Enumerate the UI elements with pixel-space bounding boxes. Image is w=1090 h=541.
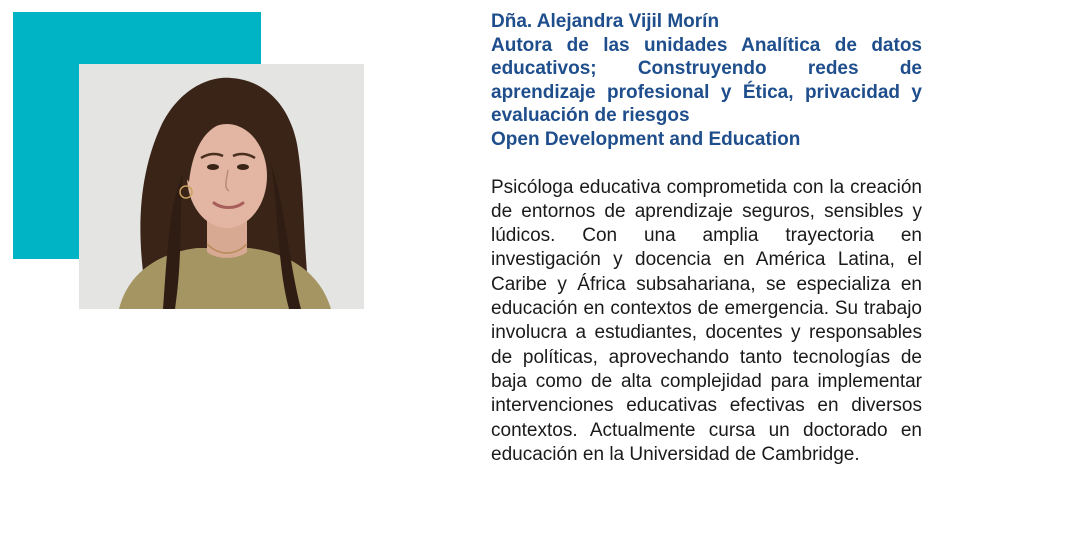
- profile-organization: Open Development and Education: [491, 128, 801, 150]
- portrait-illustration: [79, 64, 364, 309]
- profile-name: Dña. Alejandra Vijil Morín: [491, 11, 720, 32]
- profile-photo: [79, 64, 364, 309]
- profile-header: [491, 10, 922, 152]
- profile-bio: Psicóloga educativa comprometida con la creación de entornos de aprendizaje seguros, sensibles y lúdicos. Con una amplia trayectoria en investigación y docencia en América Latina, el Caribe y África subsahariana, se especializa en educación en contextos de emergencia. Su trabajo involucra a estudiantes, docentes y responsables de políticas, aprovechando tanto tecnologías de baja como de alta complejidad para implementar intervenciones educativas efectivas en diversos contextos. Actualmente cursa un doctorado en educación en la Universidad de Cambridge.: [491, 176, 922, 465]
- profile-text: [491, 10, 922, 467]
- profile-role: Autora de las unidades Analítica de datos educativos; Construyendo redes de aprendizaje profesional y Ética, privacidad y evaluación de riesgos: [491, 34, 922, 127]
